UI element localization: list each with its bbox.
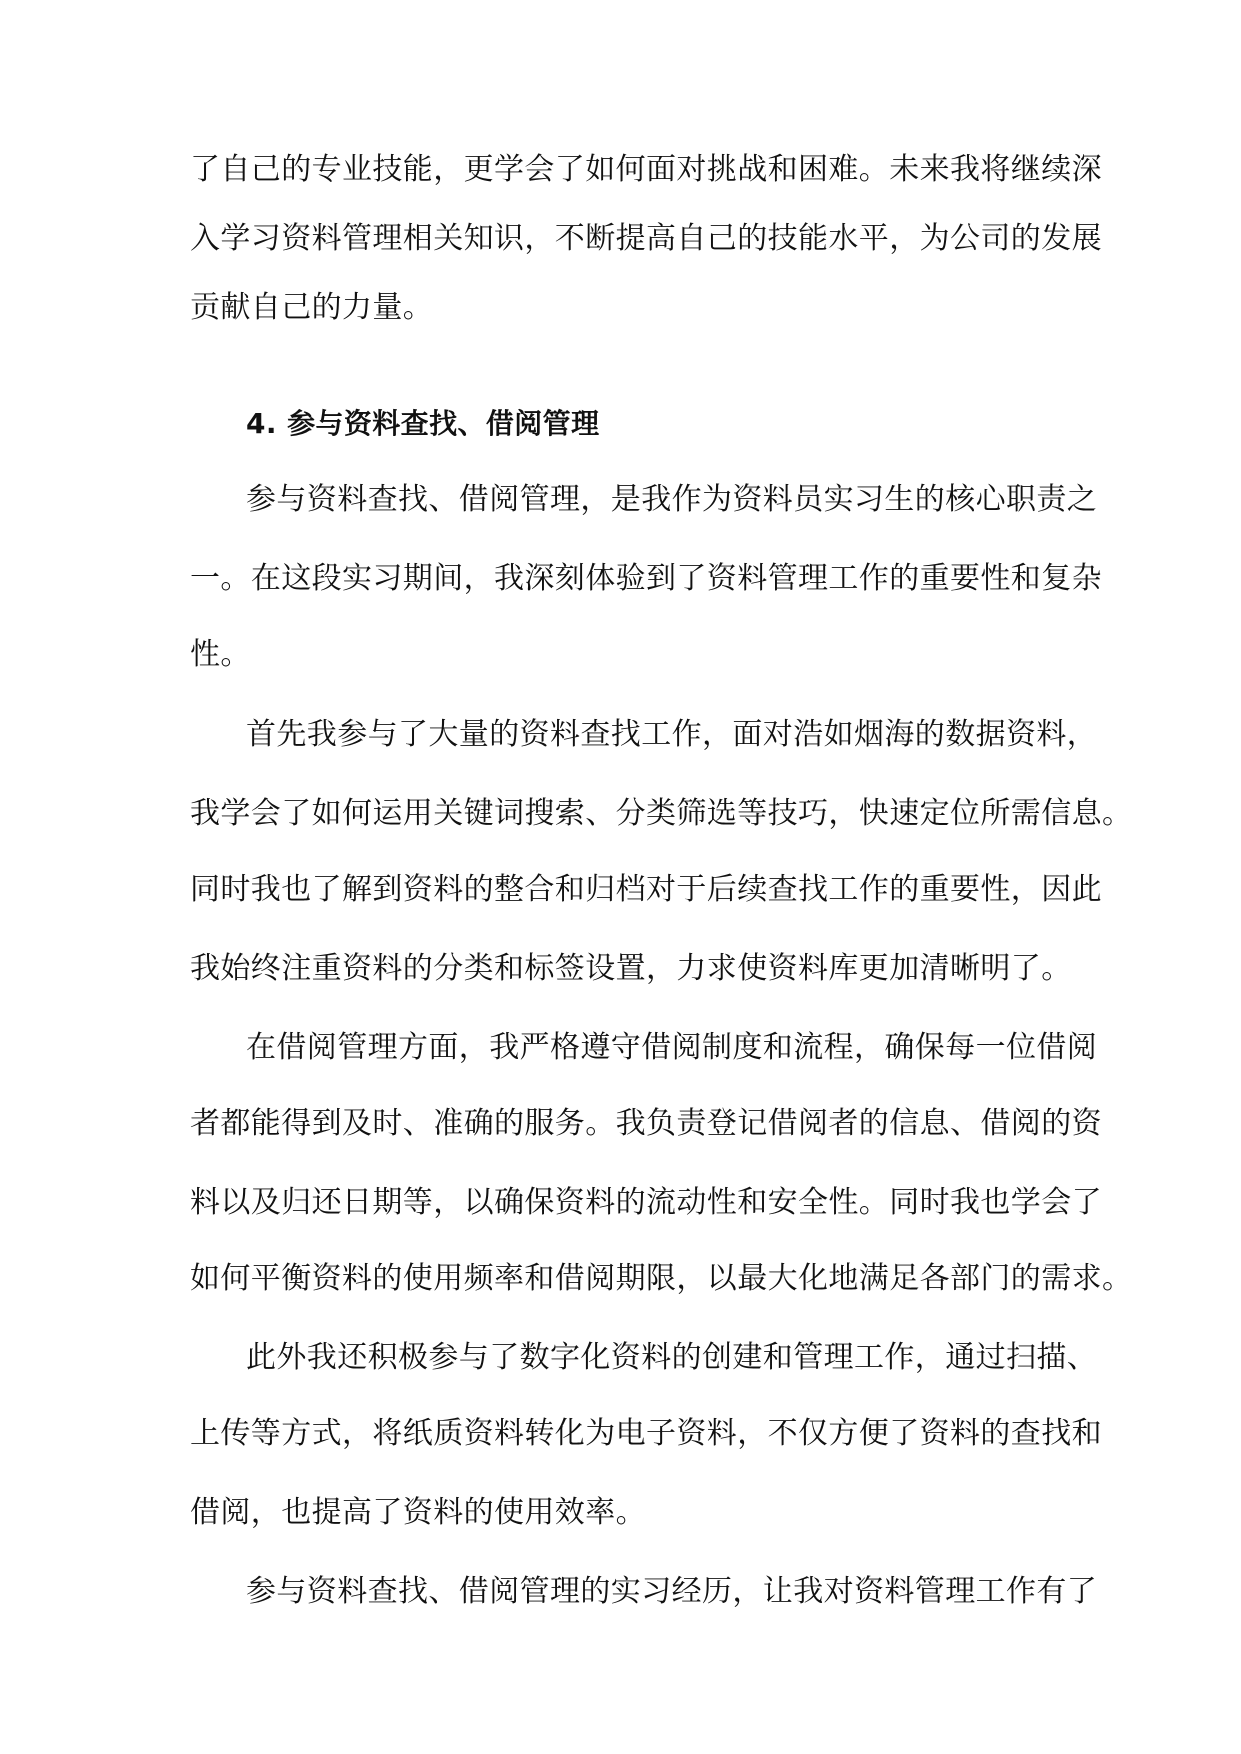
text-line: 贡献自己的力量。 xyxy=(190,290,434,325)
text-line: 上传等方式，将纸质资料转化为电子资料，不仅方便了资料的查找和 xyxy=(190,1416,1102,1451)
text-line: 料以及归还日期等，以确保资料的流动性和安全性。同时我也学会了 xyxy=(190,1185,1102,1220)
text-line: 我始终注重资料的分类和标签设置，力求使资料库更加清晰明了。 xyxy=(190,951,1072,986)
text-line: 在借阅管理方面，我严格遵守借阅制度和流程，确保每一位借阅 xyxy=(246,1030,1098,1065)
text-line: 者都能得到及时、准确的服务。我负责登记借阅者的信息、借阅的资 xyxy=(190,1106,1102,1141)
text-line: 我学会了如何运用关键词搜索、分类筛选等技巧，快速定位所需信息。 xyxy=(190,796,1133,831)
text-line: 了自己的专业技能，更学会了如何面对挑战和困难。未来我将继续深 xyxy=(190,152,1102,187)
text-line: 参与资料查找、借阅管理的实习经历，让我对资料管理工作有了 xyxy=(246,1574,1098,1609)
text-line: 如何平衡资料的使用频率和借阅期限，以最大化地满足各部门的需求。 xyxy=(190,1261,1133,1296)
text-line: 借阅，也提高了资料的使用效率。 xyxy=(190,1495,646,1530)
text-line: 性。 xyxy=(190,637,251,672)
text-line: 同时我也了解到资料的整合和归档对于后续查找工作的重要性，因此 xyxy=(190,872,1102,907)
text-line: 入学习资料管理相关知识，不断提高自己的技能水平，为公司的发展 xyxy=(190,221,1102,256)
section-heading: 4. 参与资料查找、借阅管理 xyxy=(246,407,600,440)
text-line: 此外我还积极参与了数字化资料的创建和管理工作，通过扫描、 xyxy=(246,1340,1098,1375)
text-line: 首先我参与了大量的资料查找工作，面对浩如烟海的数据资料， xyxy=(246,717,1098,752)
text-line: 参与资料查找、借阅管理，是我作为资料员实习生的核心职责之 xyxy=(246,482,1098,517)
text-line: 一。在这段实习期间，我深刻体验到了资料管理工作的重要性和复杂 xyxy=(190,561,1102,596)
